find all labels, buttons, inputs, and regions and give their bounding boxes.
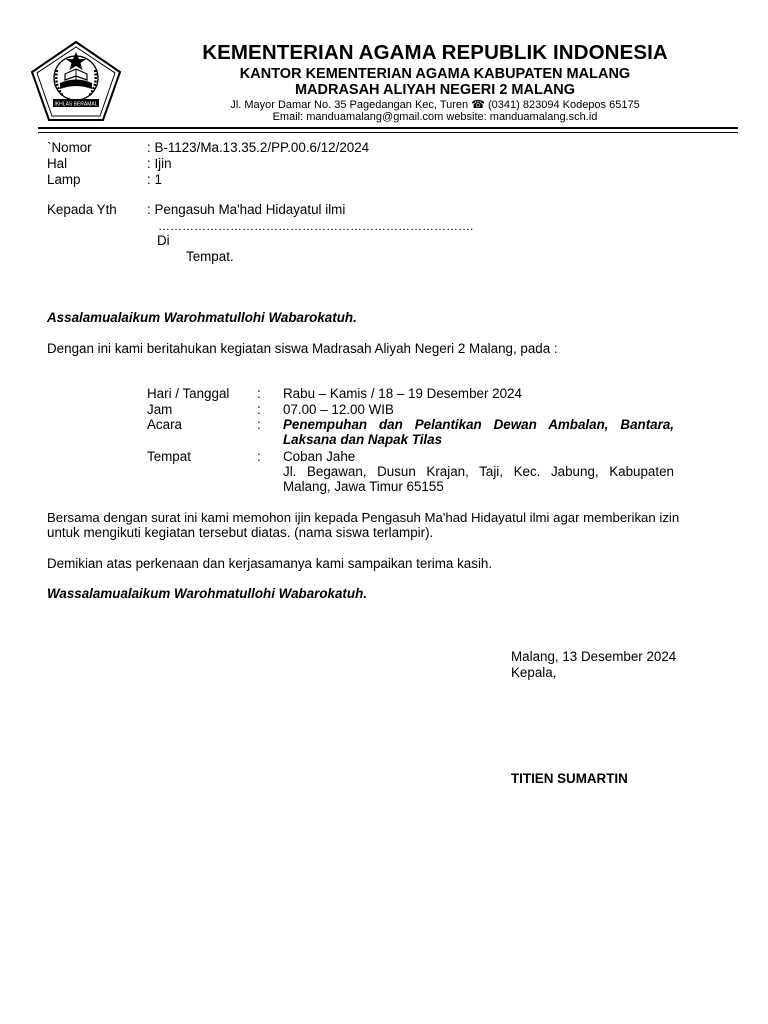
closing-greeting: Wassalamualaikum Warohmatullohi Wabarokatuh.: [47, 586, 367, 601]
kemenag-logo-icon: [29, 40, 123, 122]
school-title: MADRASAH ALIYAH NEGERI 2 MALANG: [294, 82, 576, 98]
school-address: [140, 98, 730, 111]
recipient-tempat: Tempat.: [186, 249, 234, 264]
signature-position: Kepala,: [511, 665, 557, 680]
detail-jam-label: Jam: [147, 402, 173, 417]
office-title: KANTOR KEMENTERIAN AGAMA KABUPATEN MALANG: [239, 66, 631, 82]
letterhead-divider-thin: [38, 132, 738, 133]
ministry-title: KEMENTERIAN AGAMA REPUBLIK INDONESIA: [202, 41, 668, 64]
opening-greeting: Assalamualaikum Warohmatullohi Wabarokatuh.: [47, 310, 357, 325]
detail-acara-value-line1: Penempuhan dan Pelantikan Dewan Ambalan, Bantara,: [283, 417, 674, 432]
hal-value: : Ijin: [147, 156, 172, 171]
signature-place-date: Malang, 13 Desember 2024: [511, 649, 677, 664]
recipient-dots: …………………………………………………………………….: [158, 219, 474, 233]
hal-label: Hal: [47, 156, 68, 171]
detail-acara-value-line2: Laksana dan Napak Tilas: [283, 432, 443, 447]
nomor-value: : B-1123/Ma.13.35.2/PP.00.6/12/2024: [147, 140, 370, 155]
recipient-value: : Pengasuh Ma'had Hidayatul ilmi: [147, 202, 346, 217]
phone-icon: ☎: [471, 99, 485, 111]
intro-paragraph: Dengan ini kami beritahukan kegiatan siswa Madrasah Aliyah Negeri 2 Malang, pada :: [47, 341, 558, 356]
detail-acara-label: Acara: [147, 417, 182, 432]
signature-name: TITIEN SUMARTIN: [511, 771, 628, 786]
detail-colon: :: [257, 386, 261, 401]
detail-hari-label: Hari / Tanggal: [147, 386, 230, 401]
lamp-label: Lamp: [47, 172, 81, 187]
detail-tempat-value-line2: Jl. Begawan, Dusun Krajan, Taji, Kec. Jabung, Kabupaten: [283, 464, 674, 479]
detail-tempat-value-line1: Coban Jahe: [283, 449, 356, 464]
detail-colon: :: [257, 449, 261, 464]
body-paragraph-line1: Bersama dengan surat ini kami memohon ijin kepada Pengasuh Ma'had Hidayatul ilmi agar memberikan izin: [47, 510, 680, 525]
detail-colon: :: [257, 402, 261, 417]
detail-colon: :: [257, 417, 261, 432]
closing-paragraph: Demikian atas perkenaan dan kerjasamanya kami sampaikan terima kasih.: [47, 556, 493, 571]
detail-jam-value: 07.00 – 12.00 WIB: [283, 402, 394, 417]
school-contact: Email: manduamalang@gmail.com website: manduamalang.sch.id: [272, 111, 598, 123]
body-paragraph-line2: untuk mengikuti kegiatan tersebut diatas. (nama siswa terlampir).: [47, 525, 434, 540]
detail-tempat-value-line3: Malang, Jawa Timur 65155: [283, 479, 444, 494]
nomor-label: `Nomor: [47, 140, 92, 155]
address-phone: (0341) 823094 Kodepos 65175: [488, 99, 640, 111]
lamp-value: : 1: [147, 172, 162, 187]
letterhead-divider-thick: [38, 127, 738, 129]
detail-hari-value: Rabu – Kamis / 18 – 19 Desember 2024: [283, 386, 522, 401]
recipient-label: Kepada Yth: [47, 202, 117, 217]
logo-banner-text: IKHLAS BERAMAL: [54, 101, 98, 108]
recipient-di: Di: [157, 233, 170, 248]
address-street: Jl. Mayor Damar No. 35 Pagedangan Kec, Turen: [230, 99, 469, 111]
detail-tempat-label: Tempat: [147, 449, 191, 464]
